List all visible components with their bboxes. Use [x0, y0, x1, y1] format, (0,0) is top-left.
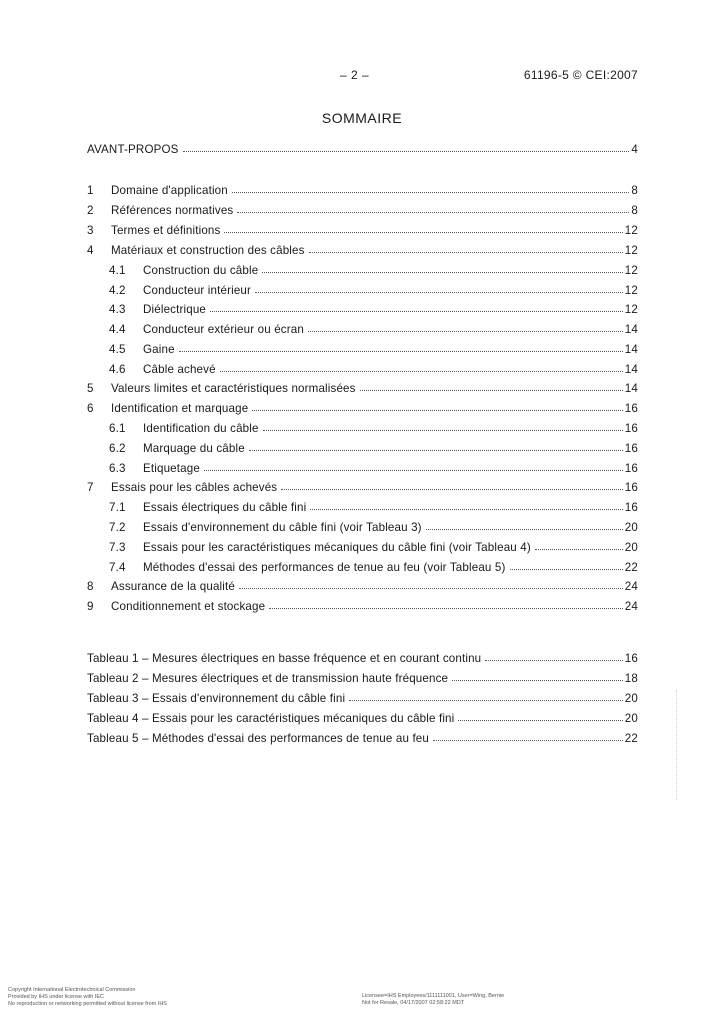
toc-entry-page: 20: [624, 521, 638, 534]
leader-dots: [183, 151, 630, 152]
footer-left: [8, 987, 167, 1008]
toc-entry-page: 8: [631, 204, 638, 217]
footer-line: Copyright International Electrotechnical Commission: [8, 987, 136, 993]
leader-dots: [263, 430, 623, 431]
footer-line: Provided by IHS under license with IEC: [8, 994, 104, 1000]
toc-entry-page: 8: [631, 184, 638, 197]
toc-entry-label: Construction du câble: [143, 264, 259, 277]
leader-dots: [281, 489, 623, 490]
toc-entry-number: 9: [87, 600, 94, 613]
leader-dots: [232, 192, 630, 193]
toc-entry-label: Marquage du câble: [143, 442, 245, 455]
margin-marks: [676, 690, 681, 800]
toc-entry-page: 24: [624, 580, 638, 593]
leader-dots: [224, 232, 622, 233]
toc-entry[interactable]: [87, 496, 638, 514]
toc-entry-label: Câble achevé: [143, 363, 216, 376]
table-list-label: Tableau 2 – Mesures électriques et de transmission haute fréquence: [87, 672, 449, 685]
toc-entry-label: Essais pour les câbles achevés: [111, 481, 278, 494]
toc-entry-number: 7: [87, 481, 94, 494]
table-list-page: 22: [624, 732, 638, 745]
leader-dots: [535, 549, 623, 550]
toc-entry[interactable]: [87, 457, 638, 475]
toc-entry-number: 4.6: [109, 363, 126, 376]
leader-dots: [249, 450, 623, 451]
toc-entry-label: Etiquetage: [143, 462, 200, 475]
table-of-contents: [87, 0, 638, 1024]
toc-entry-page: 16: [624, 422, 638, 435]
toc-entry[interactable]: [87, 536, 638, 554]
toc-entry-page: 14: [624, 363, 638, 376]
toc-entry-label: Valeurs limites et caractéristiques normalisées: [111, 382, 356, 395]
toc-entry-number: 3: [87, 224, 94, 237]
leader-dots: [310, 509, 622, 510]
leader-dots: [308, 331, 623, 332]
toc-entry-number: 6.1: [109, 422, 126, 435]
leader-dots: [210, 311, 623, 312]
toc-entry-label: Matériaux et construction des câbles: [111, 244, 305, 257]
toc-entry-page: 12: [624, 244, 638, 257]
toc-entry[interactable]: [87, 417, 638, 435]
toc-entry-label: Méthodes d'essai des performances de tenue au feu (voir Tableau 5): [143, 561, 506, 574]
toc-entry-page: 22: [624, 561, 638, 574]
toc-entry-page: 16: [624, 501, 638, 514]
toc-entry[interactable]: [87, 556, 638, 574]
leader-dots: [220, 371, 623, 372]
toc-entry-number: 4.5: [109, 343, 126, 356]
toc-entry-label: Essais pour les caractéristiques mécaniques du câble fini (voir Tableau 4): [143, 541, 531, 554]
footer-line: Not for Resale, 04/17/2007 02:58:22 MDT: [362, 1000, 465, 1006]
table-list-label: Tableau 5 – Méthodes d'essai des performances de tenue au feu: [87, 732, 430, 745]
leader-dots: [433, 740, 623, 741]
toc-entry-number: 5: [87, 382, 94, 395]
toc-entry-number: 7.4: [109, 561, 126, 574]
toc-entry-number: 7.3: [109, 541, 126, 554]
leader-dots: [510, 569, 623, 570]
toc-entry-label: Références normatives: [111, 204, 234, 217]
toc-entry[interactable]: [87, 437, 638, 455]
toc-entry[interactable]: [87, 138, 638, 156]
leader-dots: [237, 212, 629, 213]
toc-entry[interactable]: [87, 318, 638, 336]
toc-entry-number: 4.1: [109, 264, 126, 277]
toc-entry-page: 14: [624, 382, 638, 395]
table-list-label: Tableau 4 – Essais pour les caractéristiques mécaniques du câble fini: [87, 712, 455, 725]
toc-entry-page: 4: [631, 143, 638, 156]
toc-entry-label: Diélectrique: [143, 303, 207, 316]
leader-dots: [179, 351, 623, 352]
toc-entry[interactable]: [87, 239, 638, 257]
table-list-page: 16: [624, 652, 638, 665]
toc-entry-page: 16: [624, 402, 638, 415]
toc-entry-page: 12: [624, 224, 638, 237]
toc-entry-label: Termes et définitions: [111, 224, 221, 237]
toc-entry-number: 4.2: [109, 284, 126, 297]
table-list-label: Tableau 3 – Essais d'environnement du câble fini: [87, 692, 346, 705]
toc-entry-label: Essais électriques du câble fini: [143, 501, 307, 514]
leader-dots: [262, 272, 623, 273]
toc-entry-number: 1: [87, 184, 94, 197]
toc-entry-label: Conditionnement et stockage: [111, 600, 266, 613]
toc-entry-page: 24: [624, 600, 638, 613]
toc-entry[interactable]: [87, 179, 638, 197]
toc-entry[interactable]: [87, 219, 638, 237]
leader-dots: [309, 252, 623, 253]
page-header-number: – 2 –: [340, 68, 370, 82]
toc-entry[interactable]: [87, 279, 638, 297]
toc-entry-number: 4: [87, 244, 94, 257]
table-list-entry[interactable]: [87, 707, 638, 725]
toc-entry-label: Identification et marquage: [111, 402, 249, 415]
toc-entry-page: 14: [624, 323, 638, 336]
footer-right: [362, 993, 504, 1007]
toc-entry-page: 12: [624, 284, 638, 297]
toc-entry-number: 8: [87, 580, 94, 593]
leader-dots: [204, 470, 623, 471]
leader-dots: [360, 390, 623, 391]
toc-entry[interactable]: [87, 358, 638, 376]
leader-dots: [426, 529, 623, 530]
toc-entry[interactable]: [87, 397, 638, 415]
leader-dots: [349, 700, 623, 701]
toc-entry-label: Identification du câble: [143, 422, 259, 435]
toc-entry-label: Domaine d'application: [111, 184, 228, 197]
toc-entry-page: 12: [624, 303, 638, 316]
toc-entry-number: 7.1: [109, 501, 126, 514]
table-list-label: Tableau 1 – Mesures électriques en basse fréquence et en courant continu: [87, 652, 482, 665]
table-list-page: 20: [624, 712, 638, 725]
toc-entry-number: 4.4: [109, 323, 126, 336]
table-list-entry[interactable]: [87, 727, 638, 745]
toc-entry-page: 16: [624, 462, 638, 475]
toc-entry[interactable]: [87, 476, 638, 494]
toc-entry[interactable]: [87, 298, 638, 316]
page-title: SOMMAIRE: [321, 110, 403, 126]
leader-dots: [458, 720, 622, 721]
table-list-page: 20: [624, 692, 638, 705]
toc-entry[interactable]: [87, 199, 638, 217]
toc-entry-page: 14: [624, 343, 638, 356]
footer-line: Licensee=IHS Employees/1111111001, User=Wing, Bernie: [362, 993, 505, 999]
toc-entry-label: Conducteur extérieur ou écran: [143, 323, 304, 336]
toc-entry-page: 12: [624, 264, 638, 277]
table-list-entry[interactable]: [87, 647, 638, 665]
table-list-entry[interactable]: [87, 687, 638, 705]
toc-entry[interactable]: [87, 377, 638, 395]
toc-entry-number: 6.2: [109, 442, 126, 455]
table-list-page: 18: [624, 672, 638, 685]
page-header-reference: 61196-5 © CEI:2007: [523, 68, 638, 82]
toc-entry[interactable]: [87, 575, 638, 593]
toc-entry-label: Gaine: [143, 343, 175, 356]
toc-entry-number: 6: [87, 402, 94, 415]
footer-line: No reproduction or networking permitted without license from IHS: [8, 1001, 167, 1007]
leader-dots: [485, 660, 623, 661]
toc-entry-number: 6.3: [109, 462, 126, 475]
leader-dots: [452, 680, 623, 681]
toc-entry-number: 2: [87, 204, 94, 217]
toc-entry-page: 20: [624, 541, 638, 554]
toc-entry-number: 4.3: [109, 303, 126, 316]
toc-entry-page: 16: [624, 442, 638, 455]
leader-dots: [252, 410, 622, 411]
toc-entry[interactable]: [87, 338, 638, 356]
toc-entry[interactable]: [87, 516, 638, 534]
toc-entry-page: 16: [624, 481, 638, 494]
table-list-entry[interactable]: [87, 667, 638, 685]
leader-dots: [269, 608, 623, 609]
toc-entry[interactable]: [87, 259, 638, 277]
leader-dots: [255, 292, 623, 293]
toc-entry-label: Essais d'environnement du câble fini (voir Tableau 3): [143, 521, 422, 534]
toc-entry-label: AVANT-PROPOS: [87, 143, 179, 156]
toc-entry-number: 7.2: [109, 521, 126, 534]
leader-dots: [239, 588, 623, 589]
toc-entry[interactable]: [87, 595, 638, 613]
toc-entry-label: Conducteur intérieur: [143, 284, 252, 297]
toc-entry-label: Assurance de la qualité: [111, 580, 235, 593]
